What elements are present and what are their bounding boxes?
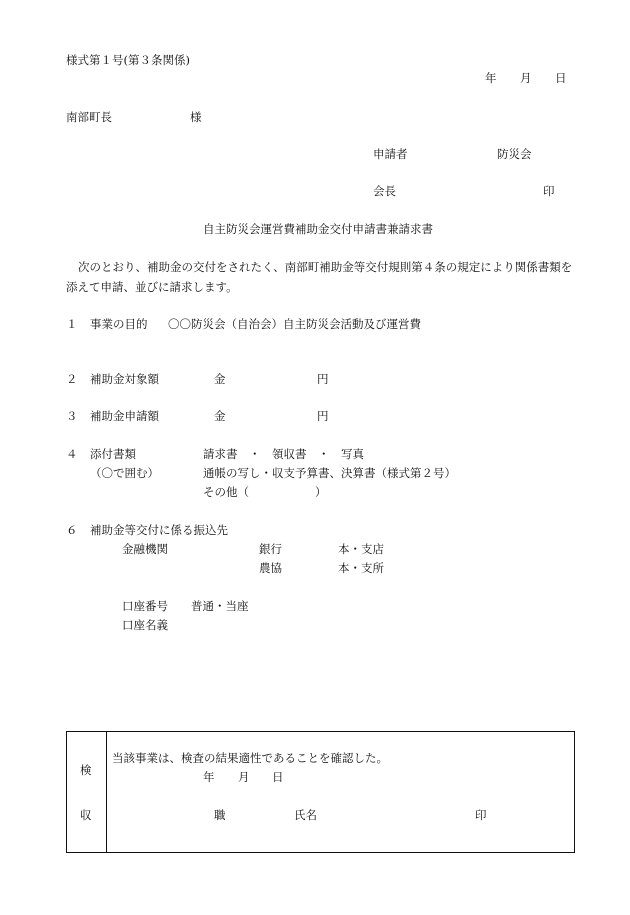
inspection-label-bottom: 収 xyxy=(80,808,92,822)
inspection-divider xyxy=(106,732,107,852)
item-3-yen: 円 xyxy=(317,409,329,423)
inspection-name-label: 氏名 xyxy=(294,808,317,822)
inspection-date-year: 年 xyxy=(203,770,215,784)
account-name-label: 口座名義 xyxy=(122,618,168,632)
inspection-date-day: 日 xyxy=(272,770,284,784)
addressee-honorific: 様 xyxy=(190,110,202,124)
attachments-line-1: 請求書 ・ 領収書 ・ 写真 xyxy=(203,447,364,461)
item-1-value: 〇〇防災会（自治会）自主防災会活動及び運営費 xyxy=(168,317,421,331)
ja-branch-label: 本・支所 xyxy=(338,561,384,575)
applicant-org-suffix: 防災会 xyxy=(497,147,532,161)
inspection-position-label: 職 xyxy=(214,808,226,822)
inspection-label-top: 検 xyxy=(80,763,92,777)
inspection-statement: 当該事業は、検査の結果適性であることを確認した。 xyxy=(112,751,388,765)
inspection-seal: 印 xyxy=(475,808,487,822)
document-title: 自主防災会運営費補助金交付申請書兼請求書 xyxy=(203,222,433,236)
date-month: 月 xyxy=(520,71,532,85)
item-3-label: 補助金申請額 xyxy=(90,409,159,423)
item-1-number: １ xyxy=(66,317,78,331)
applicant-label: 申請者 xyxy=(373,147,408,161)
date-year: 年 xyxy=(485,71,497,85)
item-6-number: ６ xyxy=(66,523,78,537)
bank-label: 銀行 xyxy=(259,542,282,556)
item-3-kin: 金 xyxy=(214,409,226,423)
inspection-date-month: 月 xyxy=(238,770,250,784)
item-4-label: 添付書類 xyxy=(90,447,136,461)
chair-label: 会長 xyxy=(373,184,396,198)
inspection-box xyxy=(66,731,575,853)
date-day: 日 xyxy=(555,71,567,85)
addressee-name: 南部町長 xyxy=(66,110,112,124)
form-number: 様式第１号(第３条関係) xyxy=(66,53,190,67)
item-2-label: 補助金対象額 xyxy=(90,372,159,386)
item-4-number: ４ xyxy=(66,447,78,461)
institution-label: 金融機関 xyxy=(122,542,168,556)
bank-branch-label: 本・支店 xyxy=(338,542,384,556)
item-3-number: ３ xyxy=(66,409,78,423)
item-1-label: 事業の目的 xyxy=(90,317,148,331)
intro-line-2: 添えて申請、並びに請求します。 xyxy=(66,280,238,294)
intro-line-1: 次のとおり、補助金の交付をされたく、南部町補助金等交付規則第４条の規定により関係書類を xyxy=(78,260,573,274)
attachments-other-label: その他（ xyxy=(203,485,249,499)
attachments-line-2: 通帳の写し・収支予算書、決算書（様式第２号） xyxy=(203,466,456,480)
item-2-yen: 円 xyxy=(317,372,329,386)
item-2-number: ２ xyxy=(66,372,78,386)
attachments-note: （〇で囲む） xyxy=(90,466,159,480)
ja-label: 農協 xyxy=(259,561,282,575)
attachments-other-close: ） xyxy=(315,485,327,499)
item-2-kin: 金 xyxy=(214,372,226,386)
account-type: 普通・当座 xyxy=(191,599,249,613)
applicant-seal: 印 xyxy=(543,184,555,198)
account-number-label: 口座番号 xyxy=(122,599,168,613)
item-6-label: 補助金等交付に係る振込先 xyxy=(90,523,228,537)
